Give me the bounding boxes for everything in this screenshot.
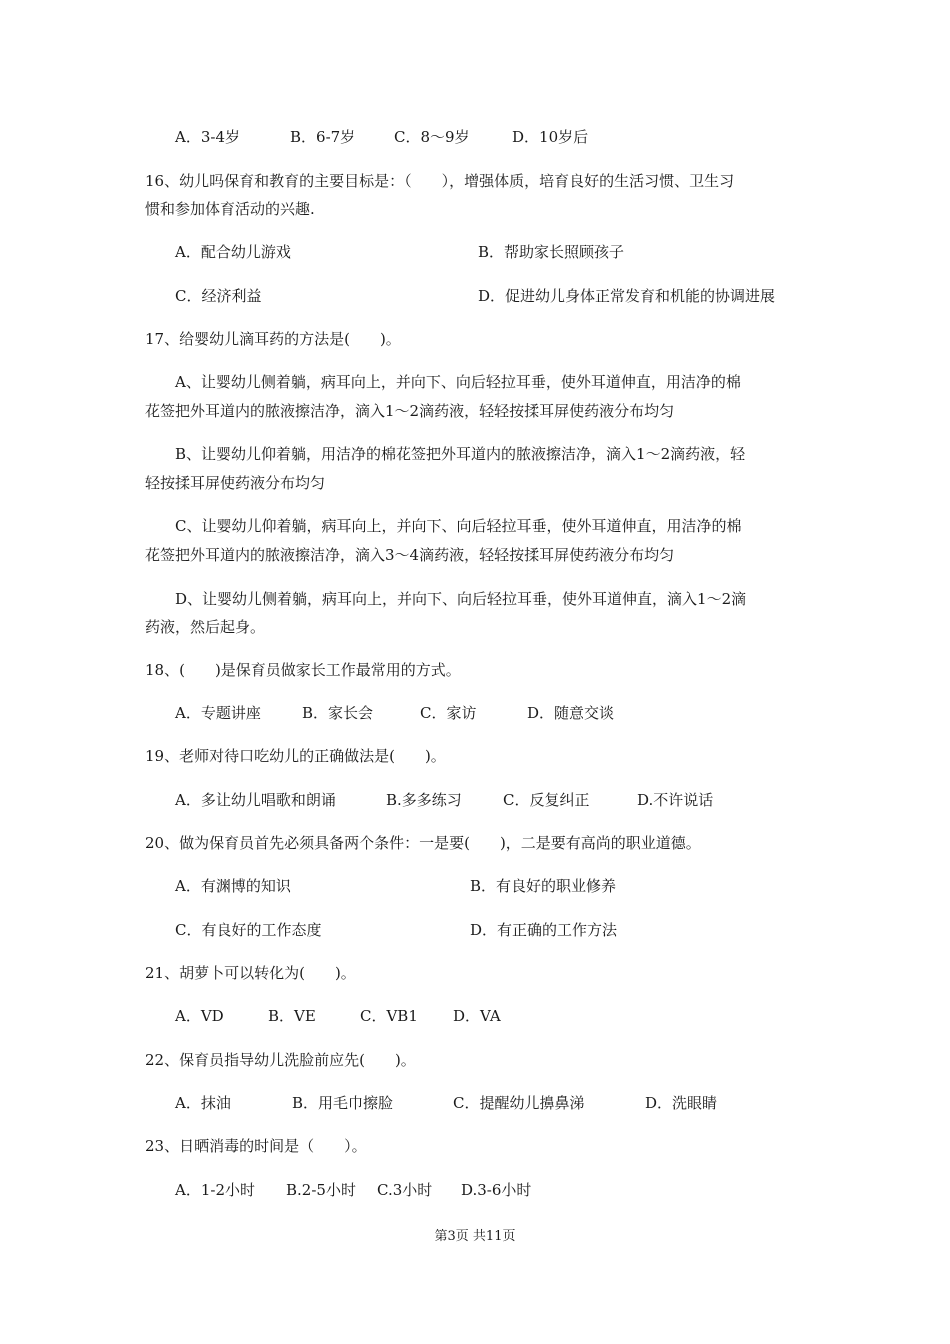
q23-option-d: D.3-6小时 [461, 1181, 532, 1199]
q22-option-c: C．提醒幼儿擤鼻涕 [453, 1094, 585, 1112]
q18-option-d: D．随意交谈 [527, 704, 615, 722]
q19-option-a: A．多让幼儿唱歌和朗诵 [175, 791, 336, 809]
q20-option-a: A．有渊博的知识 [175, 877, 291, 895]
q17-option-a-line1: A、让婴幼儿侧着躺，病耳向上，并向下、向后轻拉耳垂，使外耳道伸直，用洁净的棉 [175, 373, 741, 391]
q15-option-a: A．3-4岁 [175, 128, 240, 146]
q16-stem-line2: 惯和参加体育活动的兴趣. [145, 200, 315, 218]
q18-stem: 18、( )是保育员做家长工作最常用的方式。 [145, 661, 461, 679]
q20-stem: 20、做为保育员首先必须具备两个条件：一是要( )，二是要有高尚的职业道德。 [145, 834, 701, 852]
q21-option-c: C．VB1 [360, 1007, 418, 1025]
q19-option-c: C．反复纠正 [503, 791, 590, 809]
q17-option-c-line1: C、让婴幼儿仰着躺，病耳向上，并向下、向后轻拉耳垂，使外耳道伸直，用洁净的棉 [175, 517, 742, 535]
q16-option-c: C．经济利益 [175, 287, 262, 305]
q17-option-d-line2: 药液，然后起身。 [145, 618, 266, 636]
q16-option-b: B．帮助家长照顾孩子 [478, 243, 625, 261]
q23-stem: 23、日晒消毒的时间是（ ）。 [145, 1137, 367, 1155]
q20-option-b: B．有良好的职业修养 [470, 877, 617, 895]
q16-option-d: D．促进幼儿身体正常发育和机能的协调进展 [478, 287, 776, 305]
q19-option-b: B.多多练习 [386, 791, 462, 809]
q15-option-d: D．10岁后 [512, 128, 589, 146]
q16-option-a: A．配合幼儿游戏 [175, 243, 291, 261]
q21-option-a: A．VD [175, 1007, 224, 1025]
q22-option-a: A．抹油 [175, 1094, 231, 1112]
q17-option-b-line2: 轻按揉耳屏使药液分布均匀 [145, 474, 326, 492]
q17-option-b-line1: B、让婴幼儿仰着躺，用洁净的棉花签把外耳道内的脓液擦洁净，滴入1～2滴药液，轻 [175, 445, 746, 463]
q17-option-d-line1: D、让婴幼儿侧着躺，病耳向上，并向下、向后轻拉耳垂，使外耳道伸直，滴入1～2滴 [175, 590, 747, 608]
q19-stem: 19、老师对待口吃幼儿的正确做法是( )。 [145, 747, 446, 765]
q18-option-a: A．专题讲座 [175, 704, 261, 722]
q23-option-a: A．1-2小时 [175, 1181, 255, 1199]
page-footer: 第3页 共11页 [434, 1229, 516, 1244]
q17-option-c-line2: 花签把外耳道内的脓液擦洁净，滴入3～4滴药液，轻轻按揉耳屏使药液分布均匀 [145, 546, 675, 564]
q20-option-c: C．有良好的工作态度 [175, 921, 322, 939]
q22-option-d: D．洗眼睛 [645, 1094, 718, 1112]
q22-option-b: B．用毛巾擦脸 [292, 1094, 394, 1112]
q18-option-b: B．家长会 [302, 704, 374, 722]
q19-option-d: D.不许说话 [637, 791, 714, 809]
q20-option-d: D．有正确的工作方法 [470, 921, 618, 939]
q15-option-b: B．6-7岁 [290, 128, 356, 146]
q23-option-c: C.3小时 [377, 1181, 433, 1199]
q15-option-c: C．8～9岁 [394, 128, 470, 146]
q16-stem-line1: 16、幼儿吗保育和教育的主要目标是：（ ），增强体质，培育良好的生活习惯、卫生习 [145, 172, 735, 190]
q23-option-b: B.2-5小时 [286, 1181, 356, 1199]
q21-stem: 21、胡萝卜可以转化为( )。 [145, 964, 356, 982]
q17-stem: 17、给婴幼儿滴耳药的方法是( )。 [145, 330, 401, 348]
q21-option-b: B．VE [268, 1007, 316, 1025]
q22-stem: 22、保育员指导幼儿洗脸前应先( )。 [145, 1051, 416, 1069]
q18-option-c: C．家访 [420, 704, 477, 722]
q21-option-d: D．VA [453, 1007, 501, 1025]
q17-option-a-line2: 花签把外耳道内的脓液擦洁净，滴入1～2滴药液，轻轻按揉耳屏使药液分布均匀 [145, 402, 675, 420]
